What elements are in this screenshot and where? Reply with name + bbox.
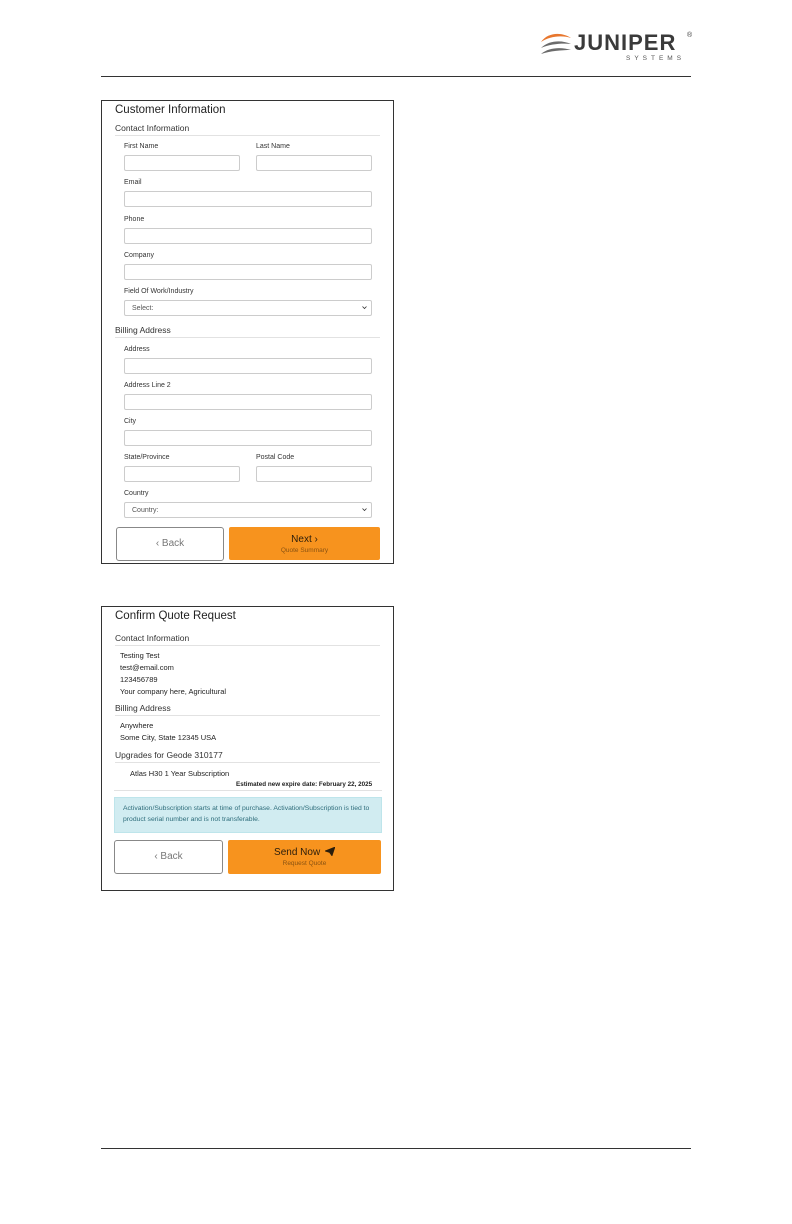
- expire-note: Estimated new expire date: February 22, 2025: [236, 781, 373, 788]
- contact-section-heading: Contact Information: [115, 123, 380, 136]
- send-now-sublabel: Request Quote: [282, 860, 327, 867]
- send-now-label: Send Now: [274, 847, 321, 858]
- email-label: Email: [124, 179, 142, 186]
- state-field[interactable]: [124, 466, 240, 482]
- city-label: City: [124, 418, 137, 425]
- next-button-label: Next ›: [291, 534, 318, 545]
- confirm-back-button-label: ‹ Back: [154, 851, 183, 862]
- confirm-quote-panel: [101, 606, 394, 891]
- send-now-button[interactable]: [228, 840, 381, 874]
- city-field[interactable]: [124, 430, 372, 446]
- email-field[interactable]: [124, 191, 372, 207]
- chevron-down-icon: [362, 507, 367, 512]
- company-label: Company: [124, 252, 154, 259]
- address2-field[interactable]: [124, 394, 372, 410]
- address-label: Address: [124, 346, 150, 353]
- juniper-swoosh-icon: [540, 32, 572, 56]
- industry-selected-value: Select:: [132, 305, 154, 312]
- back-button[interactable]: [116, 527, 224, 561]
- upgrade-divider: [114, 790, 382, 791]
- upgrade-item: Atlas H30 1 Year Subscription: [130, 769, 230, 778]
- first-name-input[interactable]: [124, 155, 240, 171]
- last-name-label: Last Name: [256, 143, 290, 150]
- phone-field[interactable]: [124, 228, 372, 244]
- contact-phone: 123456789: [120, 675, 158, 684]
- page-title: Customer Information: [115, 104, 226, 116]
- industry-label: Field Of Work/Industry: [124, 288, 194, 295]
- billing-line-1: Anywhere: [120, 721, 154, 730]
- send-now-main: [228, 847, 381, 858]
- state-label: State/Province: [124, 454, 170, 461]
- upgrades-heading: Upgrades for Geode 310177: [115, 750, 380, 763]
- confirm-billing-heading: Billing Address: [115, 703, 380, 716]
- contact-email: test@email.com: [120, 663, 174, 672]
- company-field[interactable]: [124, 264, 372, 280]
- country-label: Country: [124, 490, 149, 497]
- brand-reg-mark: ®: [687, 32, 693, 39]
- address-field[interactable]: [124, 358, 372, 374]
- contact-company: Your company here, Agricultural: [120, 687, 227, 696]
- industry-select[interactable]: [124, 300, 372, 316]
- header-rule: [101, 76, 691, 77]
- billing-line-2: Some City, State 12345 USA: [120, 733, 217, 742]
- postal-code-label: Postal Code: [256, 454, 295, 461]
- last-name-input[interactable]: [256, 155, 372, 171]
- country-select[interactable]: [124, 502, 372, 518]
- footer-rule: [101, 1148, 691, 1149]
- chevron-down-icon: [362, 305, 367, 310]
- subscription-alert: Activation/Subscription starts at time of purchase. Activation/Subscription is tied to product serial number and is not transferable.: [114, 797, 382, 833]
- country-selected-value: Country:: [132, 507, 159, 514]
- brand-tagline: SYSTEMS: [626, 55, 686, 62]
- paper-plane-icon: [325, 847, 335, 856]
- brand-name: JUNIPER: [574, 30, 677, 55]
- customer-information-panel: [101, 100, 394, 564]
- postal-code-field[interactable]: [256, 466, 372, 482]
- billing-section-heading: Billing Address: [115, 325, 380, 338]
- confirm-back-button[interactable]: [114, 840, 223, 874]
- confirm-title: Confirm Quote Request: [115, 610, 236, 622]
- first-name-label: First Name: [124, 143, 159, 150]
- contact-name: Testing Test: [120, 651, 160, 660]
- back-button-label: ‹ Back: [155, 538, 185, 549]
- next-button[interactable]: [229, 527, 380, 560]
- next-button-sublabel: Quote Summary: [280, 547, 329, 554]
- confirm-contact-heading: Contact Information: [115, 633, 380, 646]
- juniper-logo: [540, 30, 692, 66]
- address2-label: Address Line 2: [124, 382, 171, 389]
- phone-label: Phone: [124, 216, 145, 223]
